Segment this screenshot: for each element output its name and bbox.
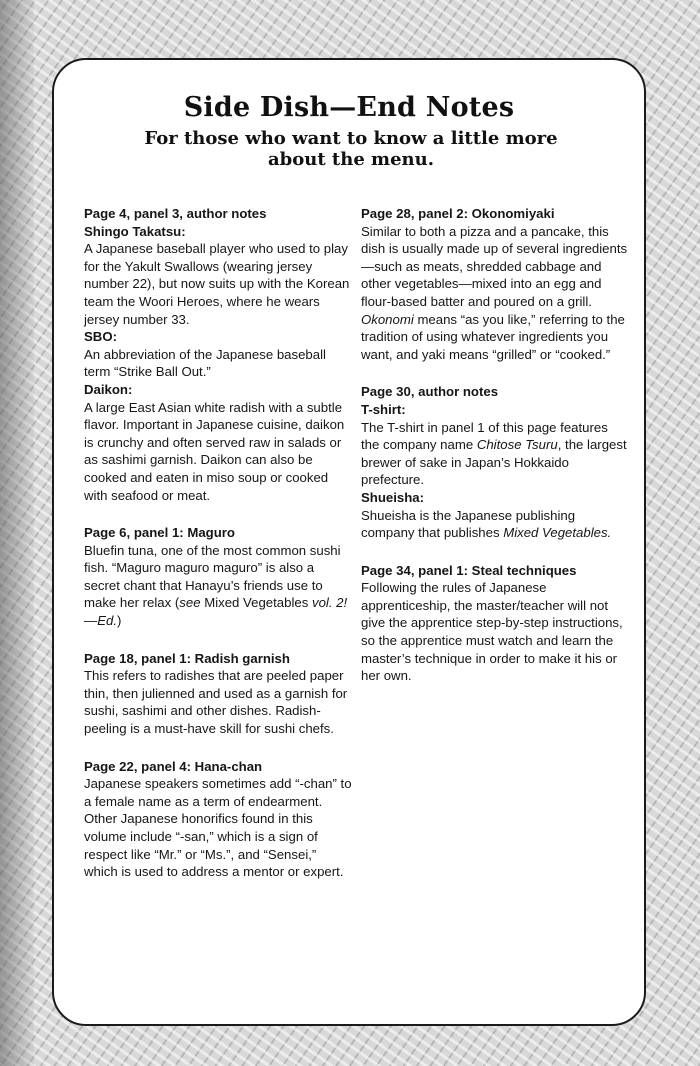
note-text [361,507,629,542]
end-notes-panel [52,58,646,1026]
note-text: Following the rules of Japanese apprenticeship, the master/teacher will not give the apprentice step-by-step instructions, so the apprentice must watch and learn the master’s technique in order to make it his or her own. [361,580,623,684]
note-page-6 [84,524,352,630]
note-italic-segment: vol. 2!—Ed. [84,595,348,629]
note-text: A Japanese baseball player who used to play for the Yakult Swallows (wearing jersey number 22), but now suits up with the Korean team the Woori Heroes, where he wears jersey number 33. [84,241,350,327]
note-italic-segment: Okonomi [361,311,414,327]
note-term: T-shirt: [361,401,406,417]
note-page-22 [84,758,352,881]
note-text: A large East Asian white radish with a subtle flavor. Important in Japanese cuisine, daikon is crunchy and often served raw in salads or as sashimi garnish. Daikon can also be cooked and eaten in miso soup or cooked with seafood or meat. [84,399,345,503]
note-heading: Page 28, panel 2: Okonomiyaki [361,206,555,221]
page-subtitle: For those who want to know a little more about the menu. [144,128,558,170]
note-text-segment: Similar to both a pizza and a pancake, this dish is usually made up of several ingredients—such as meats, shredded cabbage and other vegetables—mixed into an egg and flour-based batter and poured on a grill. [361,223,628,309]
note-term: Daikon: [84,381,133,397]
note-text [361,223,629,364]
note-text: Japanese speakers sometimes add “-chan” to a female name as a term of endearment. Other Japanese honorifics found in this volume include “-san,” which is a sign of respect like “Mr.” or “Ms.”, and “Sensei,” which is used to address a mentor or expert. [84,776,352,880]
note-text: An abbreviation of the Japanese baseball term “Strike Ball Out.” [84,346,326,380]
note-text-segment: Mixed Vegetables [200,595,312,611]
left-column [84,205,352,901]
note-page-4 [84,205,352,504]
note-page-30 [361,383,629,541]
note-page-34 [361,562,629,685]
note-heading: Page 6, panel 1: Maguro [84,525,235,541]
note-text-segment: means “as you like,” referring to the tradition of using whatever ingredients you want, and yaki means “grilled” or “cooked.” [361,311,625,362]
note-text: This refers to radishes that are peeled paper thin, then julienned and used as a garnish for sushi, sashimi and other dishes. Radish-peeling is a must-have skill for sushi chefs. [84,668,348,737]
note-text [361,419,629,489]
note-text-segment: Shueisha is the Japanese publishing company that publishes [361,507,576,541]
note-heading: Page 34, panel 1: Steal techniques [361,562,577,578]
note-heading: Page 18, panel 1: Radish garnish [84,650,290,666]
note-term: Shueisha: [361,489,425,505]
note-page-18 [84,650,352,738]
note-italic-segment: Mixed Vegetables. [503,525,612,541]
note-heading: Page 30, author notes [361,384,499,400]
note-text-segment: Bluefin tuna, one of the most common sushi fish. “Maguro maguro maguro” is also a secret chant that Hanayu’s friends use to make her relax ( [84,542,341,611]
right-column [361,205,629,705]
page-title: Side Dish—End Notes [183,92,515,123]
note-page-28 [361,205,629,363]
note-term: Shingo Takatsu: [84,223,186,239]
note-text-segment: The T-shirt in panel 1 of this page features the company name [361,419,608,453]
note-italic-segment: see [179,595,201,611]
note-text-segment: , the largest brewer of sake in Japan’s Hokkaido prefecture. [361,437,627,488]
note-term: SBO: [84,329,117,345]
book-gutter-shadow [0,0,34,1066]
note-italic-segment: Chitose Tsuru [476,437,558,453]
note-heading: Page 22, panel 4: Hana-chan [84,758,263,774]
note-text-segment: ) [116,613,122,629]
note-heading: Page 4, panel 3, author notes [84,206,267,221]
note-text [84,542,352,630]
